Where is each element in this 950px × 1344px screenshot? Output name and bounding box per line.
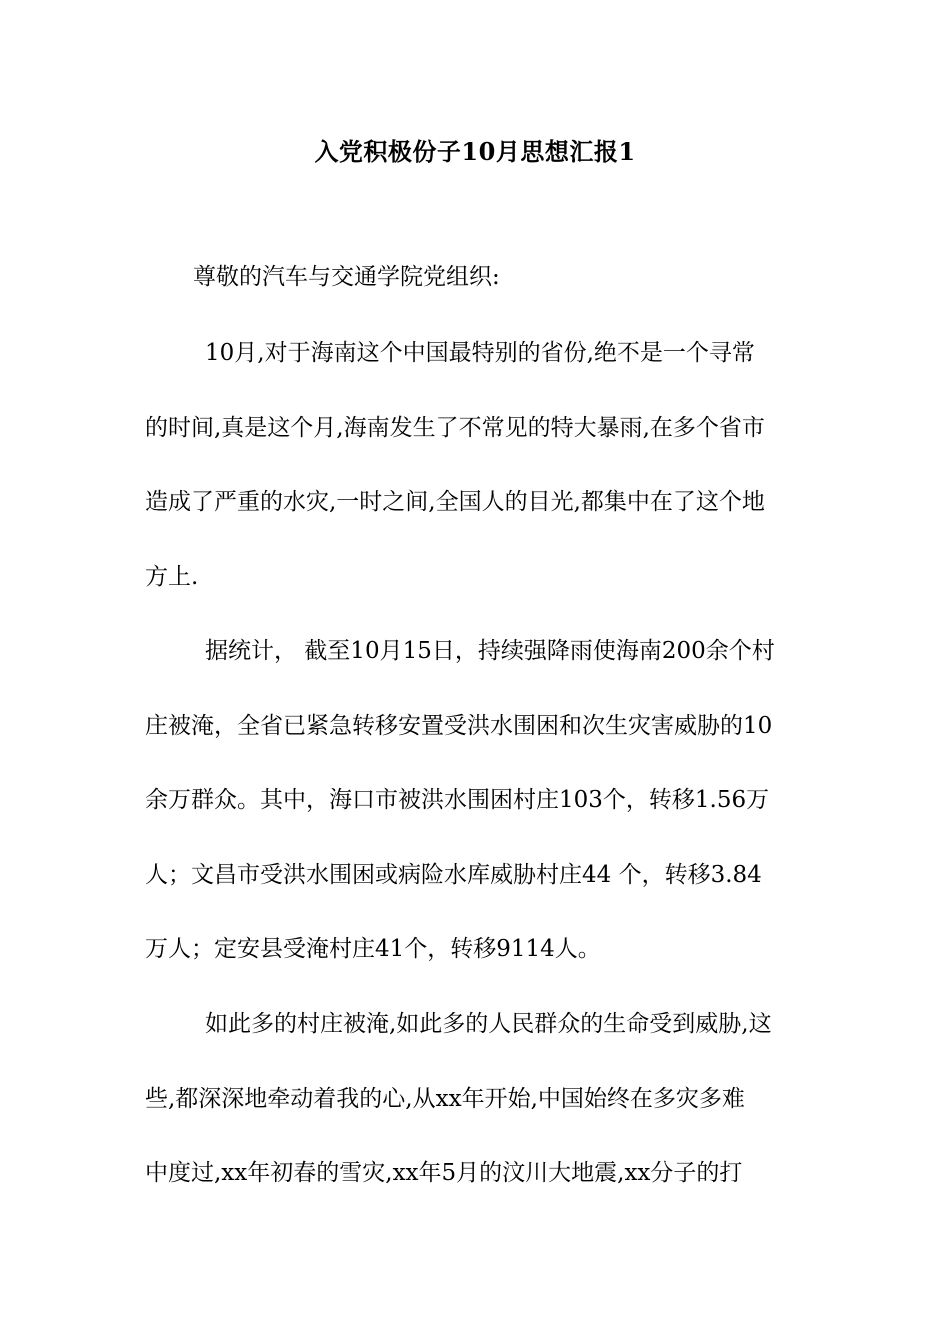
salutation: 尊敬的汽车与交通学院党组织: xyxy=(193,264,500,290)
paragraph-line: 庄被淹，全省已紧急转移安置受洪水围困和次生灾害威胁的10 xyxy=(145,712,773,739)
paragraph-line: 余万群众。其中，海口市被洪水围困村庄103个，转移1.56万 xyxy=(145,787,770,813)
document-title: 入党积极份子10月思想汇报1 xyxy=(314,137,636,166)
paragraph-line: 万人；定安县受淹村庄41个，转移9114人。 xyxy=(145,936,601,962)
paragraph-line: 人；文昌市受洪水围困或病险水库威胁村庄44 个，转移3.84 xyxy=(145,861,762,888)
paragraph-1 xyxy=(145,316,807,614)
paragraph-line: 中度过,xx年初春的雪灾,xx年5月的汶川大地震,xx分子的打 xyxy=(145,1160,743,1186)
paragraph-line: 的时间,真是这个月,海南发生了不常见的特大暴雨,在多个省市 xyxy=(145,414,765,441)
paragraph-line: 如此多的村庄被淹,如此多的人民群众的生命受到威胁,这 xyxy=(205,1011,772,1037)
paragraph-2 xyxy=(145,614,807,987)
paragraph-3 xyxy=(145,987,807,1211)
paragraph-line: 据统计， 截至10月15日，持续强降雨使海南200余个村 xyxy=(205,638,775,664)
paragraph-line: 造成了严重的水灾,一时之间,全国人的目光,都集中在了这个地 xyxy=(145,489,765,515)
paragraph-line: 10月,对于海南这个中国最特别的省份,绝不是一个寻常 xyxy=(205,340,755,366)
paragraph-line: 些,都深深地牵动着我的心,从xx年开始,中国始终在多灾多难 xyxy=(145,1085,745,1112)
paragraph-line: 方上. xyxy=(145,563,199,590)
